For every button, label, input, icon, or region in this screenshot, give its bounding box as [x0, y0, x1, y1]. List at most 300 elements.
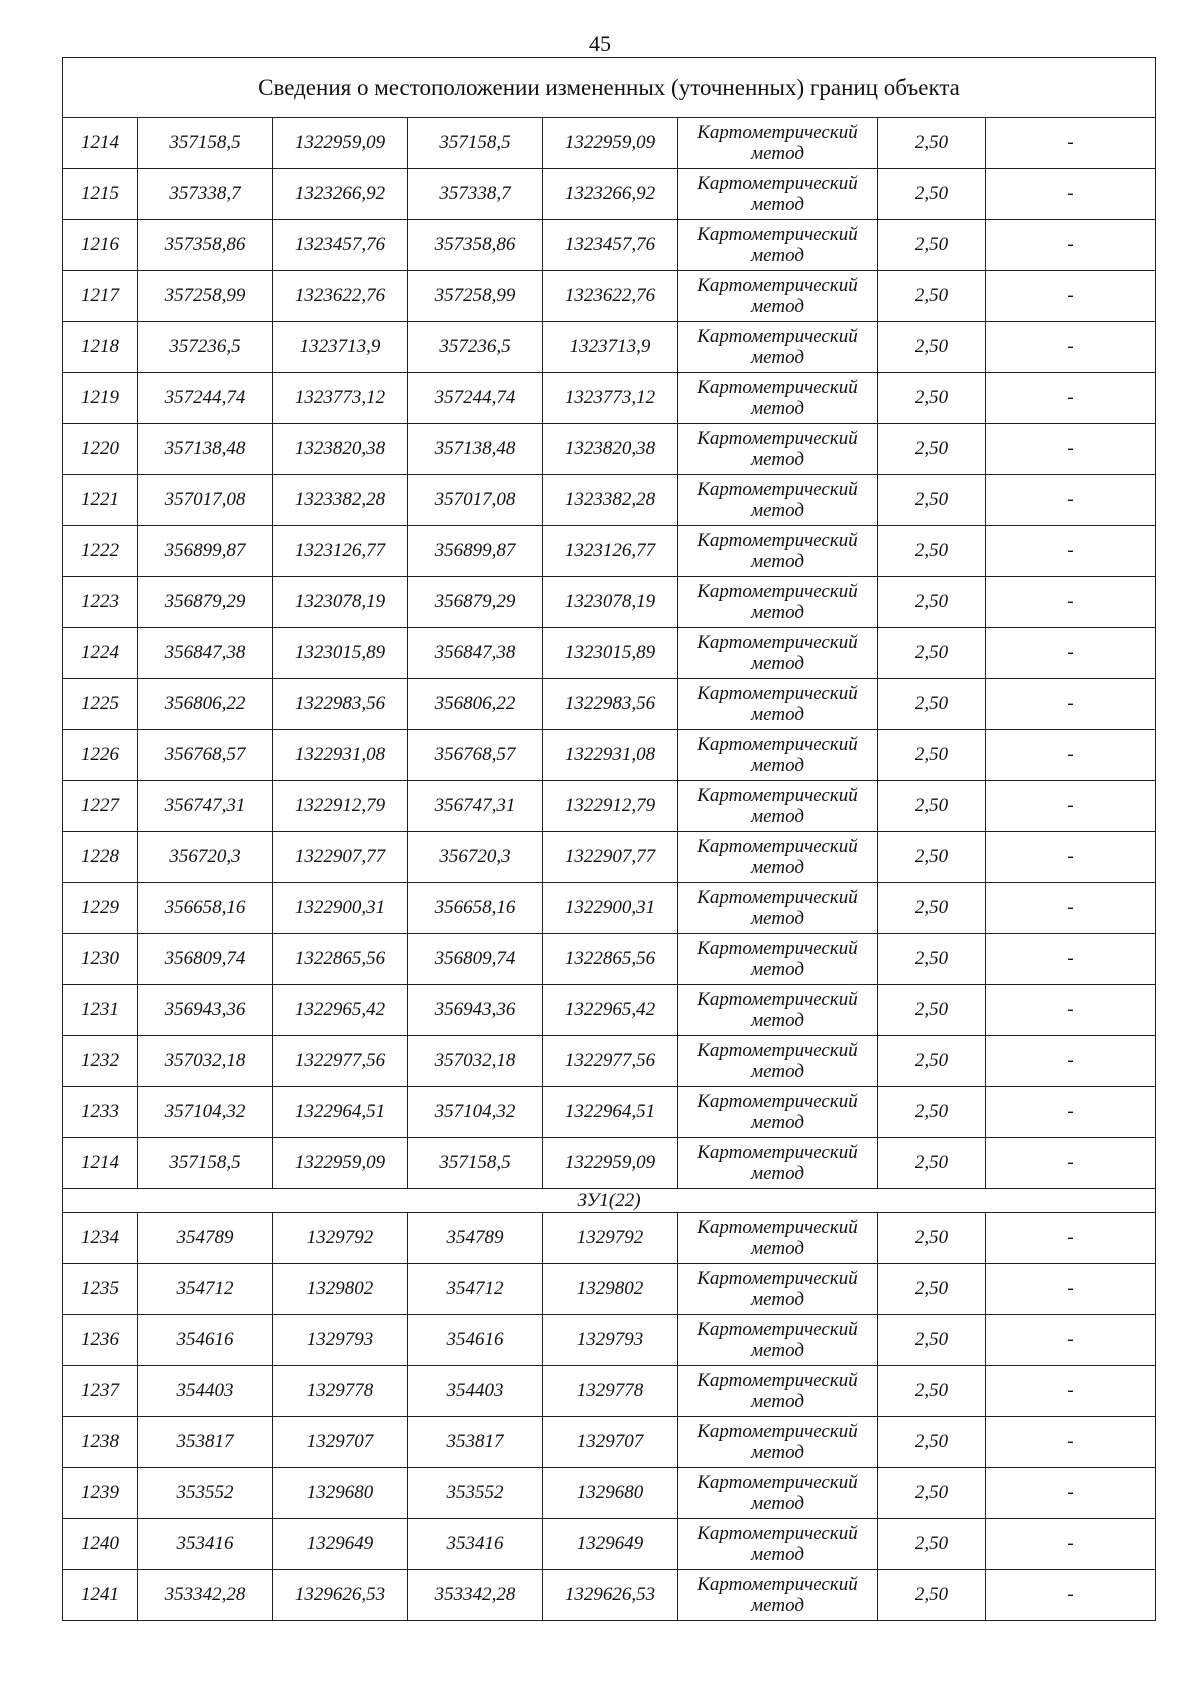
- y-existing-cell: 1323713,9: [273, 322, 408, 373]
- y-existing-cell: 1322931,08: [273, 730, 408, 781]
- x-existing-cell: 356809,74: [138, 934, 273, 985]
- y-existing-cell: 1329626,53: [273, 1570, 408, 1621]
- point-number-cell: 1216: [63, 220, 138, 271]
- note-cell: -: [986, 679, 1156, 730]
- accuracy-cell: 2,50: [878, 169, 986, 220]
- method-cell: [678, 730, 878, 781]
- accuracy-cell: 2,50: [878, 1315, 986, 1366]
- x-existing-cell: 354712: [138, 1264, 273, 1315]
- y-new-cell: 1322965,42: [543, 985, 678, 1036]
- table-row: [63, 628, 1156, 679]
- method-text: Картометрический: [697, 1040, 858, 1061]
- x-new-cell: 356847,38: [408, 628, 543, 679]
- accuracy-cell: 2,50: [878, 781, 986, 832]
- x-existing-cell: 354616: [138, 1315, 273, 1366]
- note-cell: -: [986, 730, 1156, 781]
- table-row: [63, 169, 1156, 220]
- coordinates-table: [62, 57, 1156, 1621]
- x-new-cell: 354616: [408, 1315, 543, 1366]
- y-existing-cell: 1329680: [273, 1468, 408, 1519]
- y-existing-cell: 1322900,31: [273, 883, 408, 934]
- y-new-cell: 1322931,08: [543, 730, 678, 781]
- method-text: метод: [751, 1340, 804, 1361]
- y-existing-cell: 1329793: [273, 1315, 408, 1366]
- method-text: метод: [751, 1010, 804, 1031]
- accuracy-cell: 2,50: [878, 577, 986, 628]
- table-row: [63, 1264, 1156, 1315]
- y-new-cell: 1323820,38: [543, 424, 678, 475]
- point-number-cell: 1221: [63, 475, 138, 526]
- method-text: Картометрический: [697, 275, 858, 296]
- method-cell: [678, 169, 878, 220]
- x-new-cell: 356806,22: [408, 679, 543, 730]
- table-row: [63, 373, 1156, 424]
- y-existing-cell: 1323266,92: [273, 169, 408, 220]
- method-text: метод: [751, 1289, 804, 1310]
- x-existing-cell: 357158,5: [138, 1138, 273, 1189]
- y-existing-cell: 1323015,89: [273, 628, 408, 679]
- note-cell: -: [986, 934, 1156, 985]
- y-existing-cell: 1329778: [273, 1366, 408, 1417]
- note-cell: -: [986, 781, 1156, 832]
- x-existing-cell: 356879,29: [138, 577, 273, 628]
- x-existing-cell: 357104,32: [138, 1087, 273, 1138]
- x-existing-cell: 353552: [138, 1468, 273, 1519]
- method-text: Картометрический: [697, 683, 858, 704]
- y-new-cell: 1322912,79: [543, 781, 678, 832]
- method-cell: [678, 1519, 878, 1570]
- table-row: [63, 883, 1156, 934]
- accuracy-cell: 2,50: [878, 220, 986, 271]
- x-new-cell: 357017,08: [408, 475, 543, 526]
- method-text: Картометрический: [697, 581, 858, 602]
- accuracy-cell: 2,50: [878, 832, 986, 883]
- method-cell: [678, 628, 878, 679]
- x-new-cell: 357032,18: [408, 1036, 543, 1087]
- y-new-cell: 1329792: [543, 1213, 678, 1264]
- x-existing-cell: 356747,31: [138, 781, 273, 832]
- accuracy-cell: 2,50: [878, 322, 986, 373]
- y-new-cell: 1323622,76: [543, 271, 678, 322]
- accuracy-cell: 2,50: [878, 526, 986, 577]
- y-new-cell: 1329707: [543, 1417, 678, 1468]
- y-existing-cell: 1322912,79: [273, 781, 408, 832]
- point-number-cell: 1231: [63, 985, 138, 1036]
- y-new-cell: 1322959,09: [543, 118, 678, 169]
- table-row: [63, 730, 1156, 781]
- point-number-cell: 1224: [63, 628, 138, 679]
- x-new-cell: 357104,32: [408, 1087, 543, 1138]
- method-cell: [678, 883, 878, 934]
- method-text: Картометрический: [697, 734, 858, 755]
- table-body: [63, 58, 1156, 1621]
- x-new-cell: 356720,3: [408, 832, 543, 883]
- y-existing-cell: 1322964,51: [273, 1087, 408, 1138]
- method-cell: [678, 322, 878, 373]
- x-new-cell: 356768,57: [408, 730, 543, 781]
- table-row: [63, 985, 1156, 1036]
- x-existing-cell: 357358,86: [138, 220, 273, 271]
- y-existing-cell: 1323078,19: [273, 577, 408, 628]
- method-text: Картометрический: [697, 1217, 858, 1238]
- x-existing-cell: 357158,5: [138, 118, 273, 169]
- method-text: метод: [751, 959, 804, 980]
- method-text: метод: [751, 1391, 804, 1412]
- method-text: метод: [751, 653, 804, 674]
- method-cell: [678, 373, 878, 424]
- accuracy-cell: 2,50: [878, 1417, 986, 1468]
- x-existing-cell: 357236,5: [138, 322, 273, 373]
- y-existing-cell: 1323126,77: [273, 526, 408, 577]
- method-text: Картометрический: [697, 1523, 858, 1544]
- section-row: [63, 1189, 1156, 1213]
- x-existing-cell: 357338,7: [138, 169, 273, 220]
- x-new-cell: 357358,86: [408, 220, 543, 271]
- x-existing-cell: 356806,22: [138, 679, 273, 730]
- method-cell: [678, 934, 878, 985]
- method-cell: [678, 985, 878, 1036]
- method-text: метод: [751, 1238, 804, 1259]
- x-new-cell: 357158,5: [408, 1138, 543, 1189]
- note-cell: -: [986, 1264, 1156, 1315]
- method-cell: [678, 832, 878, 883]
- method-text: Картометрический: [697, 785, 858, 806]
- x-new-cell: 357244,74: [408, 373, 543, 424]
- method-cell: [678, 1213, 878, 1264]
- method-text: метод: [751, 704, 804, 725]
- method-text: Картометрический: [697, 530, 858, 551]
- point-number-cell: 1238: [63, 1417, 138, 1468]
- point-number-cell: 1241: [63, 1570, 138, 1621]
- point-number-cell: 1230: [63, 934, 138, 985]
- table-row: [63, 1519, 1156, 1570]
- point-number-cell: 1234: [63, 1213, 138, 1264]
- method-text: Картометрический: [697, 1268, 858, 1289]
- table-row: [63, 424, 1156, 475]
- method-cell: [678, 679, 878, 730]
- note-cell: -: [986, 424, 1156, 475]
- point-number-cell: 1214: [63, 118, 138, 169]
- x-existing-cell: 356943,36: [138, 985, 273, 1036]
- note-cell: -: [986, 118, 1156, 169]
- y-existing-cell: 1323382,28: [273, 475, 408, 526]
- table-row: [63, 679, 1156, 730]
- method-text: Картометрический: [697, 1421, 858, 1442]
- note-cell: -: [986, 475, 1156, 526]
- point-number-cell: 1222: [63, 526, 138, 577]
- y-existing-cell: 1322983,56: [273, 679, 408, 730]
- y-new-cell: 1322907,77: [543, 832, 678, 883]
- table-row: [63, 1138, 1156, 1189]
- method-text: Картометрический: [697, 122, 858, 143]
- method-text: метод: [751, 1112, 804, 1133]
- accuracy-cell: 2,50: [878, 1036, 986, 1087]
- point-number-cell: 1218: [63, 322, 138, 373]
- method-text: Картометрический: [697, 1091, 858, 1112]
- method-cell: [678, 781, 878, 832]
- method-cell: [678, 1315, 878, 1366]
- x-existing-cell: 357244,74: [138, 373, 273, 424]
- x-new-cell: 353416: [408, 1519, 543, 1570]
- method-text: метод: [751, 602, 804, 623]
- y-existing-cell: 1329792: [273, 1213, 408, 1264]
- note-cell: -: [986, 1570, 1156, 1621]
- accuracy-cell: 2,50: [878, 883, 986, 934]
- y-new-cell: 1329793: [543, 1315, 678, 1366]
- method-cell: [678, 577, 878, 628]
- point-number-cell: 1236: [63, 1315, 138, 1366]
- x-existing-cell: 356899,87: [138, 526, 273, 577]
- accuracy-cell: 2,50: [878, 679, 986, 730]
- accuracy-cell: 2,50: [878, 1264, 986, 1315]
- table-row: [63, 322, 1156, 373]
- x-new-cell: 356658,16: [408, 883, 543, 934]
- method-text: Картометрический: [697, 326, 858, 347]
- x-new-cell: 357258,99: [408, 271, 543, 322]
- accuracy-cell: 2,50: [878, 1087, 986, 1138]
- x-new-cell: 356899,87: [408, 526, 543, 577]
- method-cell: [678, 424, 878, 475]
- y-existing-cell: 1323622,76: [273, 271, 408, 322]
- method-text: Картометрический: [697, 1319, 858, 1340]
- method-text: Картометрический: [697, 224, 858, 245]
- note-cell: -: [986, 1417, 1156, 1468]
- method-text: Картометрический: [697, 479, 858, 500]
- x-existing-cell: 353416: [138, 1519, 273, 1570]
- table-row: [63, 526, 1156, 577]
- point-number-cell: 1214: [63, 1138, 138, 1189]
- accuracy-cell: 2,50: [878, 985, 986, 1036]
- method-text: Картометрический: [697, 428, 858, 449]
- table-row: [63, 1213, 1156, 1264]
- y-existing-cell: 1322959,09: [273, 1138, 408, 1189]
- point-number-cell: 1215: [63, 169, 138, 220]
- point-number-cell: 1220: [63, 424, 138, 475]
- method-cell: [678, 1138, 878, 1189]
- x-new-cell: 356747,31: [408, 781, 543, 832]
- note-cell: -: [986, 220, 1156, 271]
- x-existing-cell: 356720,3: [138, 832, 273, 883]
- method-cell: [678, 271, 878, 322]
- x-new-cell: 357138,48: [408, 424, 543, 475]
- note-cell: -: [986, 577, 1156, 628]
- method-text: Картометрический: [697, 887, 858, 908]
- x-new-cell: 354712: [408, 1264, 543, 1315]
- method-text: метод: [751, 143, 804, 164]
- method-cell: [678, 1264, 878, 1315]
- table-title: Сведения о местоположении измененных (уточненных) границ объекта: [63, 58, 1156, 118]
- section-label: ЗУ1(22): [63, 1189, 1156, 1213]
- y-existing-cell: 1322965,42: [273, 985, 408, 1036]
- accuracy-cell: 2,50: [878, 118, 986, 169]
- accuracy-cell: 2,50: [878, 1468, 986, 1519]
- point-number-cell: 1228: [63, 832, 138, 883]
- note-cell: -: [986, 1468, 1156, 1519]
- x-existing-cell: 354789: [138, 1213, 273, 1264]
- method-text: Картометрический: [697, 632, 858, 653]
- y-new-cell: 1323015,89: [543, 628, 678, 679]
- y-existing-cell: 1322907,77: [273, 832, 408, 883]
- y-new-cell: 1323266,92: [543, 169, 678, 220]
- y-existing-cell: 1322977,56: [273, 1036, 408, 1087]
- method-text: Картометрический: [697, 377, 858, 398]
- y-existing-cell: 1322959,09: [273, 118, 408, 169]
- y-new-cell: 1322959,09: [543, 1138, 678, 1189]
- y-new-cell: 1329802: [543, 1264, 678, 1315]
- method-text: Картометрический: [697, 1370, 858, 1391]
- table-row: [63, 934, 1156, 985]
- y-new-cell: 1323457,76: [543, 220, 678, 271]
- y-new-cell: 1323078,19: [543, 577, 678, 628]
- method-text: Картометрический: [697, 938, 858, 959]
- x-new-cell: 357158,5: [408, 118, 543, 169]
- y-new-cell: 1329778: [543, 1366, 678, 1417]
- table-row: [63, 1087, 1156, 1138]
- note-cell: -: [986, 628, 1156, 679]
- y-existing-cell: 1329707: [273, 1417, 408, 1468]
- note-cell: -: [986, 373, 1156, 424]
- method-text: метод: [751, 551, 804, 572]
- x-existing-cell: 357258,99: [138, 271, 273, 322]
- accuracy-cell: 2,50: [878, 373, 986, 424]
- method-text: Картометрический: [697, 1472, 858, 1493]
- x-existing-cell: 357138,48: [138, 424, 273, 475]
- point-number-cell: 1227: [63, 781, 138, 832]
- note-cell: -: [986, 1138, 1156, 1189]
- x-existing-cell: 354403: [138, 1366, 273, 1417]
- method-text: Картометрический: [697, 836, 858, 857]
- x-new-cell: 354403: [408, 1366, 543, 1417]
- table-row: [63, 1315, 1156, 1366]
- note-cell: -: [986, 322, 1156, 373]
- y-existing-cell: 1329802: [273, 1264, 408, 1315]
- table-row: [63, 271, 1156, 322]
- point-number-cell: 1229: [63, 883, 138, 934]
- point-number-cell: 1237: [63, 1366, 138, 1417]
- point-number-cell: 1232: [63, 1036, 138, 1087]
- y-new-cell: 1329626,53: [543, 1570, 678, 1621]
- x-existing-cell: 356768,57: [138, 730, 273, 781]
- accuracy-cell: 2,50: [878, 271, 986, 322]
- y-new-cell: 1323773,12: [543, 373, 678, 424]
- accuracy-cell: 2,50: [878, 1519, 986, 1570]
- method-cell: [678, 1417, 878, 1468]
- method-text: метод: [751, 245, 804, 266]
- point-number-cell: 1219: [63, 373, 138, 424]
- point-number-cell: 1223: [63, 577, 138, 628]
- method-cell: [678, 1570, 878, 1621]
- y-new-cell: 1322983,56: [543, 679, 678, 730]
- table-row: [63, 118, 1156, 169]
- method-text: Картометрический: [697, 989, 858, 1010]
- method-text: Картометрический: [697, 1574, 858, 1595]
- method-text: метод: [751, 296, 804, 317]
- method-text: метод: [751, 1163, 804, 1184]
- y-new-cell: 1322900,31: [543, 883, 678, 934]
- method-cell: [678, 118, 878, 169]
- method-text: метод: [751, 398, 804, 419]
- note-cell: -: [986, 1213, 1156, 1264]
- y-existing-cell: 1322865,56: [273, 934, 408, 985]
- method-cell: [678, 526, 878, 577]
- note-cell: -: [986, 1315, 1156, 1366]
- point-number-cell: 1217: [63, 271, 138, 322]
- table-row: [63, 1036, 1156, 1087]
- method-text: метод: [751, 347, 804, 368]
- x-new-cell: 356809,74: [408, 934, 543, 985]
- point-number-cell: 1233: [63, 1087, 138, 1138]
- table-row: [63, 577, 1156, 628]
- method-cell: [678, 1036, 878, 1087]
- x-existing-cell: 356658,16: [138, 883, 273, 934]
- method-cell: [678, 1087, 878, 1138]
- note-cell: -: [986, 1519, 1156, 1570]
- method-text: Картометрический: [697, 1142, 858, 1163]
- method-text: метод: [751, 1544, 804, 1565]
- point-number-cell: 1235: [63, 1264, 138, 1315]
- table-row: [63, 220, 1156, 271]
- method-cell: [678, 1468, 878, 1519]
- y-existing-cell: 1323457,76: [273, 220, 408, 271]
- x-new-cell: 357338,7: [408, 169, 543, 220]
- accuracy-cell: 2,50: [878, 934, 986, 985]
- y-new-cell: 1322865,56: [543, 934, 678, 985]
- accuracy-cell: 2,50: [878, 1366, 986, 1417]
- accuracy-cell: 2,50: [878, 730, 986, 781]
- note-cell: -: [986, 985, 1156, 1036]
- point-number-cell: 1226: [63, 730, 138, 781]
- y-new-cell: 1329649: [543, 1519, 678, 1570]
- method-text: метод: [751, 194, 804, 215]
- table-row: [63, 475, 1156, 526]
- accuracy-cell: 2,50: [878, 1138, 986, 1189]
- note-cell: -: [986, 526, 1156, 577]
- y-new-cell: 1322964,51: [543, 1087, 678, 1138]
- method-text: метод: [751, 1061, 804, 1082]
- table-row: [63, 1417, 1156, 1468]
- x-new-cell: 353817: [408, 1417, 543, 1468]
- y-new-cell: 1322977,56: [543, 1036, 678, 1087]
- x-existing-cell: 353817: [138, 1417, 273, 1468]
- x-new-cell: 354789: [408, 1213, 543, 1264]
- table-row: [63, 1570, 1156, 1621]
- note-cell: -: [986, 1087, 1156, 1138]
- note-cell: -: [986, 271, 1156, 322]
- y-existing-cell: 1323820,38: [273, 424, 408, 475]
- method-cell: [678, 220, 878, 271]
- x-new-cell: 353342,28: [408, 1570, 543, 1621]
- x-new-cell: 353552: [408, 1468, 543, 1519]
- accuracy-cell: 2,50: [878, 628, 986, 679]
- table-title-row: [63, 58, 1156, 118]
- note-cell: -: [986, 832, 1156, 883]
- note-cell: -: [986, 1366, 1156, 1417]
- x-new-cell: 356943,36: [408, 985, 543, 1036]
- y-new-cell: 1323382,28: [543, 475, 678, 526]
- page-number: 45: [589, 31, 611, 56]
- method-cell: [678, 1366, 878, 1417]
- table-row: [63, 1468, 1156, 1519]
- x-new-cell: 357236,5: [408, 322, 543, 373]
- accuracy-cell: 2,50: [878, 424, 986, 475]
- x-new-cell: 356879,29: [408, 577, 543, 628]
- accuracy-cell: 2,50: [878, 1570, 986, 1621]
- table-row: [63, 781, 1156, 832]
- method-text: Картометрический: [697, 173, 858, 194]
- table-row: [63, 1366, 1156, 1417]
- note-cell: -: [986, 169, 1156, 220]
- y-existing-cell: 1329649: [273, 1519, 408, 1570]
